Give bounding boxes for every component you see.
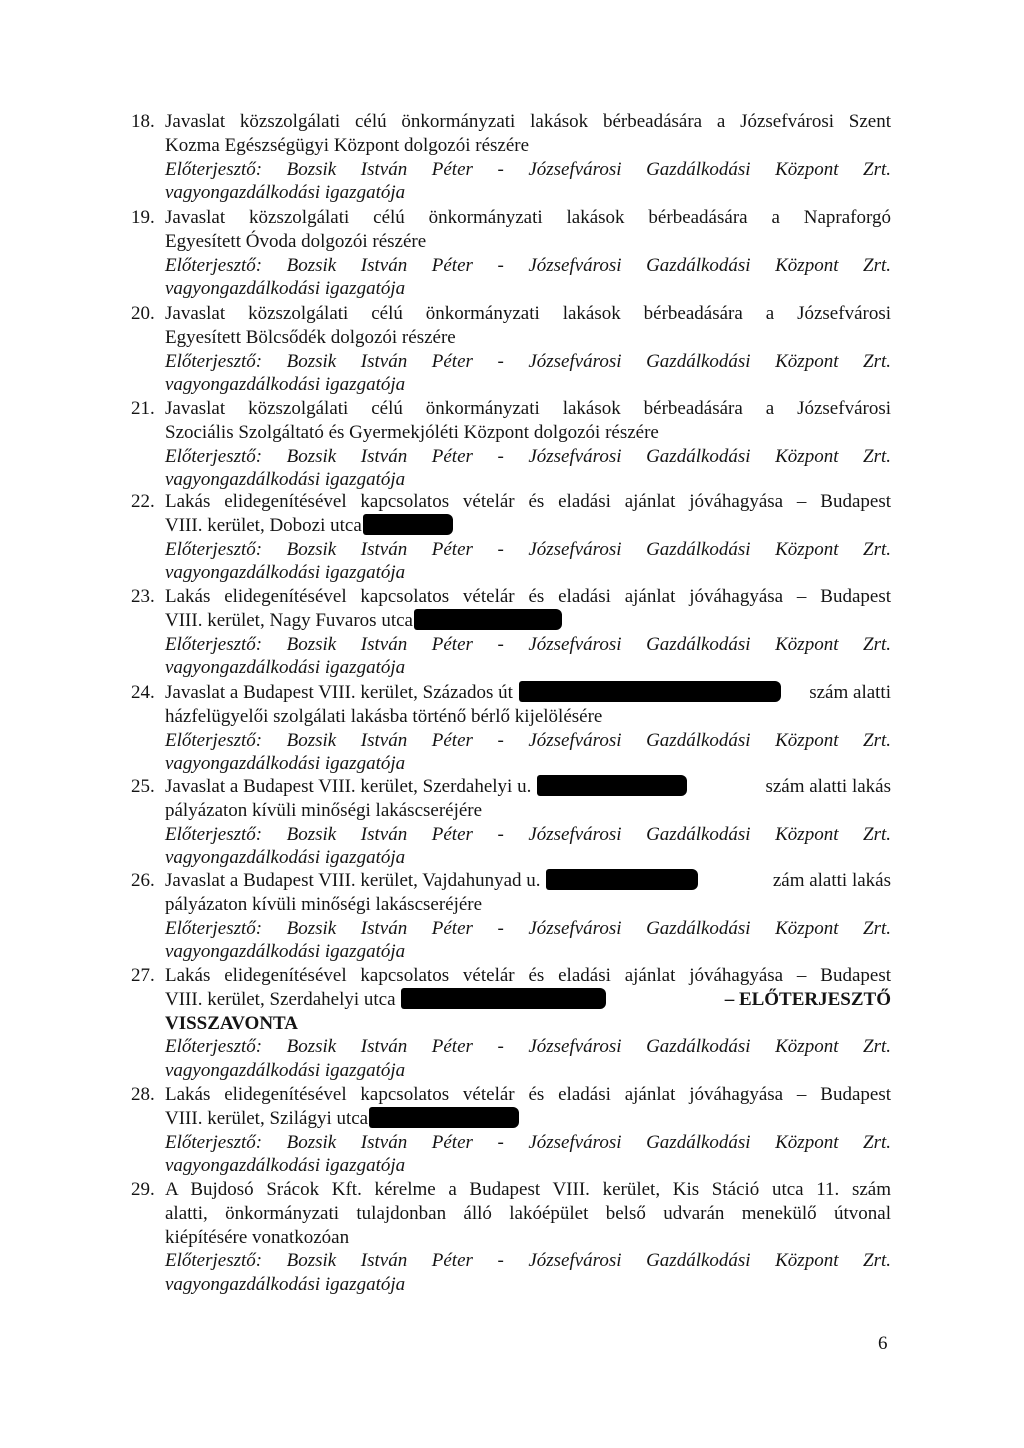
agenda-item-24 — [131, 681, 891, 776]
presenter-line: Előterjesztő: Bozsik István Péter - Józsefvárosi Gazdálkodási Központ Zrt. — [165, 445, 891, 467]
presenter-line: Előterjesztő: Bozsik István Péter - Józsefvárosi Gazdálkodási Központ Zrt. — [165, 729, 891, 751]
agenda-item-28 — [131, 1083, 891, 1178]
presenter-role: vagyongazdálkodási igazgatója — [165, 278, 406, 300]
item-title-line: Szociális Szolgáltató és Gyermekjóléti Központ dolgozói részére — [165, 421, 659, 443]
item-title-line — [165, 869, 891, 893]
presenter-role: vagyongazdálkodási igazgatója — [165, 753, 406, 775]
presenter-line: Előterjesztő: Bozsik István Péter - Józsefvárosi Gazdálkodási Központ Zrt. — [165, 1250, 891, 1272]
item-number: 24. — [131, 682, 155, 703]
item-title-line: Javaslat közszolgálati célú önkormányzati lakások bérbeadására a Napraforgó — [165, 207, 891, 228]
presenter-line: Előterjesztő: Bozsik István Péter - Józsefvárosi Gazdálkodási Központ Zrt. — [165, 350, 891, 372]
item-title-line: Egyesített Óvoda dolgozói részére — [165, 230, 427, 252]
item-title-line: pályázaton kívüli minőségi lakáscseréjére — [165, 799, 483, 821]
item-title-line: kiépítésére vonatkozóan — [165, 1226, 350, 1248]
item-title-line: Javaslat közszolgálati célú önkormányzati lakások bérbeadására a Józsefvárosi Szent — [165, 111, 891, 132]
item-number: 22. — [131, 491, 155, 512]
presenter-line: Előterjesztő: Bozsik István Péter - Józsefvárosi Gazdálkodási Központ Zrt. — [165, 1036, 891, 1058]
presenter-line: Előterjesztő: Bozsik István Péter - Józsefvárosi Gazdálkodási Központ Zrt. — [165, 633, 891, 655]
item-title-line: Lakás elidegenítésével kapcsolatos vételár és eladási ajánlat jóváhagyása – Budapest — [165, 1084, 891, 1105]
presenter-role: vagyongazdálkodási igazgatója — [165, 941, 406, 963]
item-title-line: alatti, önkormányzati tulajdonban álló lakóépület belső udvarán menekülő útvonal — [165, 1202, 891, 1224]
item-title-text: Javaslat a Budapest VIII. kerület, Szerdahelyi u. — [165, 776, 532, 797]
agenda-item-25 — [131, 775, 891, 870]
presenter-role: vagyongazdálkodási igazgatója — [165, 1060, 406, 1082]
item-title-text: VIII. kerület, Nagy Fuvaros utca — [165, 609, 413, 631]
presenter-role: vagyongazdálkodási igazgatója — [165, 562, 406, 584]
agenda-item-20 — [131, 302, 891, 397]
item-title-text: Javaslat a Budapest VIII. kerület, Vajdahunyad u. — [165, 870, 541, 891]
item-title-text: VIII. kerület, Szerdahelyi utca — [165, 988, 396, 1010]
agenda-item-27 — [131, 964, 891, 1083]
presenter-role: vagyongazdálkodási igazgatója — [165, 469, 406, 491]
item-title-text: Javaslat a Budapest VIII. kerület, Százados út — [165, 682, 513, 703]
presenter-role: vagyongazdálkodási igazgatója — [165, 374, 406, 396]
redaction-block — [369, 1107, 519, 1128]
presenter-role: vagyongazdálkodási igazgatója — [165, 1155, 406, 1177]
redaction-block — [537, 775, 687, 796]
item-title-line: Lakás elidegenítésével kapcsolatos vételár és eladási ajánlat jóváhagyása – Budapest — [165, 965, 891, 986]
agenda-item-29 — [131, 1178, 891, 1297]
item-title-line — [165, 988, 891, 1012]
item-number: 21. — [131, 398, 155, 419]
redaction-block — [363, 514, 453, 535]
agenda-item-18 — [131, 110, 891, 205]
item-title-text: szám alatti lakás — [765, 776, 891, 797]
withdrawn-note: – ELŐTERJESZTŐ — [724, 988, 891, 1010]
presenter-role: vagyongazdálkodási igazgatója — [165, 657, 406, 679]
item-number: 23. — [131, 586, 155, 607]
item-number: 20. — [131, 303, 155, 324]
item-title-line: Lakás elidegenítésével kapcsolatos vételár és eladási ajánlat jóváhagyása – Budapest — [165, 586, 891, 607]
item-number: 27. — [131, 965, 155, 986]
redaction-block — [519, 681, 781, 702]
presenter-line: Előterjesztő: Bozsik István Péter - Józsefvárosi Gazdálkodási Központ Zrt. — [165, 158, 891, 180]
item-title-text: zám alatti lakás — [772, 870, 891, 891]
item-title-line — [165, 1107, 891, 1131]
presenter-line: Előterjesztő: Bozsik István Péter - Józsefvárosi Gazdálkodási Központ Zrt. — [165, 1131, 891, 1153]
agenda-item-22 — [131, 490, 891, 585]
agenda-item-21 — [131, 397, 891, 492]
agenda-item-19 — [131, 206, 891, 301]
presenter-role: vagyongazdálkodási igazgatója — [165, 1274, 406, 1296]
agenda-item-26 — [131, 869, 891, 964]
item-title-line: házfelügyelői szolgálati lakásba történő bérlő kijelölésére — [165, 705, 603, 727]
item-number: 28. — [131, 1084, 155, 1105]
item-title-text: szám alatti — [809, 682, 891, 703]
item-title-line — [165, 775, 891, 799]
item-title-text: VIII. kerület, Dobozi utca — [165, 514, 362, 536]
item-number: 19. — [131, 207, 155, 228]
item-number: 25. — [131, 776, 155, 797]
agenda-item-23 — [131, 585, 891, 680]
item-title-line — [165, 609, 891, 633]
redaction-block — [414, 609, 562, 630]
item-number: 26. — [131, 870, 155, 891]
item-title-line — [165, 514, 891, 538]
withdrawn-note: VISSZAVONTA — [165, 1012, 299, 1034]
redaction-block — [401, 988, 606, 1009]
presenter-line: Előterjesztő: Bozsik István Péter - Józsefvárosi Gazdálkodási Központ Zrt. — [165, 823, 891, 845]
item-title-line: Kozma Egészségügyi Központ dolgozói részére — [165, 134, 530, 156]
item-number: 18. — [131, 111, 155, 132]
item-title-line — [165, 681, 891, 705]
item-title-line: Egyesített Bölcsődék dolgozói részére — [165, 326, 456, 348]
item-title-line: pályázaton kívüli minőségi lakáscseréjére — [165, 893, 483, 915]
item-title-line: A Bujdosó Srácok Kft. kérelme a Budapest VIII. kerület, Kis Stáció utca 11. szám — [165, 1179, 891, 1200]
item-number: 29. — [131, 1179, 155, 1200]
item-title-text: VIII. kerület, Szilágyi utca — [165, 1107, 369, 1129]
presenter-role: vagyongazdálkodási igazgatója — [165, 847, 406, 869]
presenter-line: Előterjesztő: Bozsik István Péter - Józsefvárosi Gazdálkodási Központ Zrt. — [165, 917, 891, 939]
item-title-line: Javaslat közszolgálati célú önkormányzati lakások bérbeadására a Józsefvárosi — [165, 398, 891, 419]
redaction-block — [546, 869, 698, 890]
presenter-line: Előterjesztő: Bozsik István Péter - Józsefvárosi Gazdálkodási Központ Zrt. — [165, 538, 891, 560]
item-title-line: Lakás elidegenítésével kapcsolatos vételár és eladási ajánlat jóváhagyása – Budapest — [165, 491, 891, 512]
page-number: 6 — [878, 1333, 888, 1354]
item-title-line: Javaslat közszolgálati célú önkormányzati lakások bérbeadására a Józsefvárosi — [165, 303, 891, 324]
presenter-line: Előterjesztő: Bozsik István Péter - Józsefvárosi Gazdálkodási Központ Zrt. — [165, 254, 891, 276]
presenter-role: vagyongazdálkodási igazgatója — [165, 182, 406, 204]
